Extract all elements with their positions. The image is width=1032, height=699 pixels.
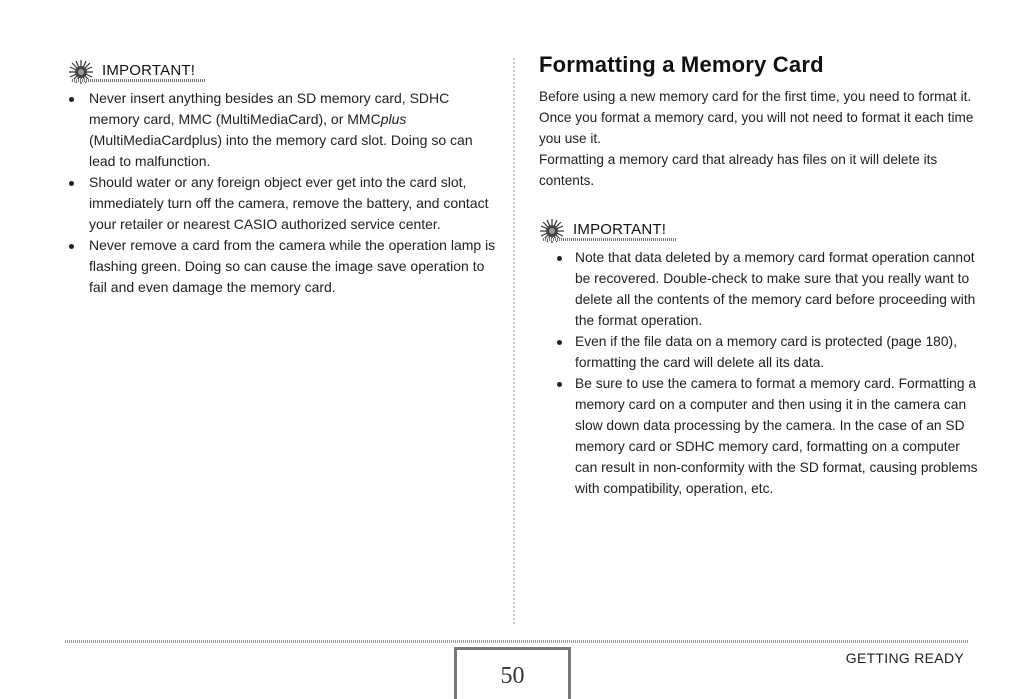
section-title: Formatting a Memory Card [539, 52, 824, 77]
right-column [539, 52, 979, 499]
important-label: IMPORTANT! [102, 62, 195, 82]
list-item: Never insert anything besides an SD memory card, SDHC memory card, MMC (MultiMediaCard), or MMCplus (MultiMediaCardplus) into the memory card slot. Doing so can lead to malfunction. [68, 88, 498, 172]
section-name[interactable]: GETTING READY [845, 650, 964, 666]
warning-paragraph: Formatting a memory card that already has files on it will delete its contents. [539, 152, 938, 188]
intro-paragraph: Before using a new memory card for the first time, you need to format it. Once you format a memory card, you will not need to format it each time you use it. [539, 89, 974, 146]
footer-divider [65, 640, 968, 643]
list-item: Never remove a card from the camera while the operation lamp is flashing green. Doing so can cause the image save operation to fail and even damage the memory card. [68, 235, 498, 298]
list-item: Even if the file data on a memory card is protected (page 180), formatting the card will delete all its data. [553, 331, 979, 373]
important-list [68, 88, 498, 298]
page-number-box [454, 647, 571, 699]
list-item: Be sure to use the camera to format a memory card. Formatting a memory card on a computer and then using it in the camera can slow down data processing by the camera. In the case of an SD memory card or SDHC memory card, formatting on a computer can result in non-conformity with the SD format, causing problems with compatibility, operation, etc. [553, 373, 979, 499]
column-divider [513, 58, 515, 624]
list-item: Note that data deleted by a memory card format operation cannot be recovered. Double-check to make sure that you really want to delete all the contents of the memory card before proceeding with the format operation. [553, 247, 979, 331]
important-list [553, 247, 979, 499]
important-box [539, 217, 979, 499]
page-number: 50 [500, 663, 525, 689]
list-item: Should water or any foreign object ever get into the card slot, immediately turn off the camera, remove the battery, and contact your retailer or nearest CASIO authorized service center. [68, 172, 498, 235]
important-header [68, 58, 498, 86]
important-label: IMPORTANT! [573, 221, 666, 241]
important-header [539, 217, 979, 245]
left-column [68, 58, 498, 298]
